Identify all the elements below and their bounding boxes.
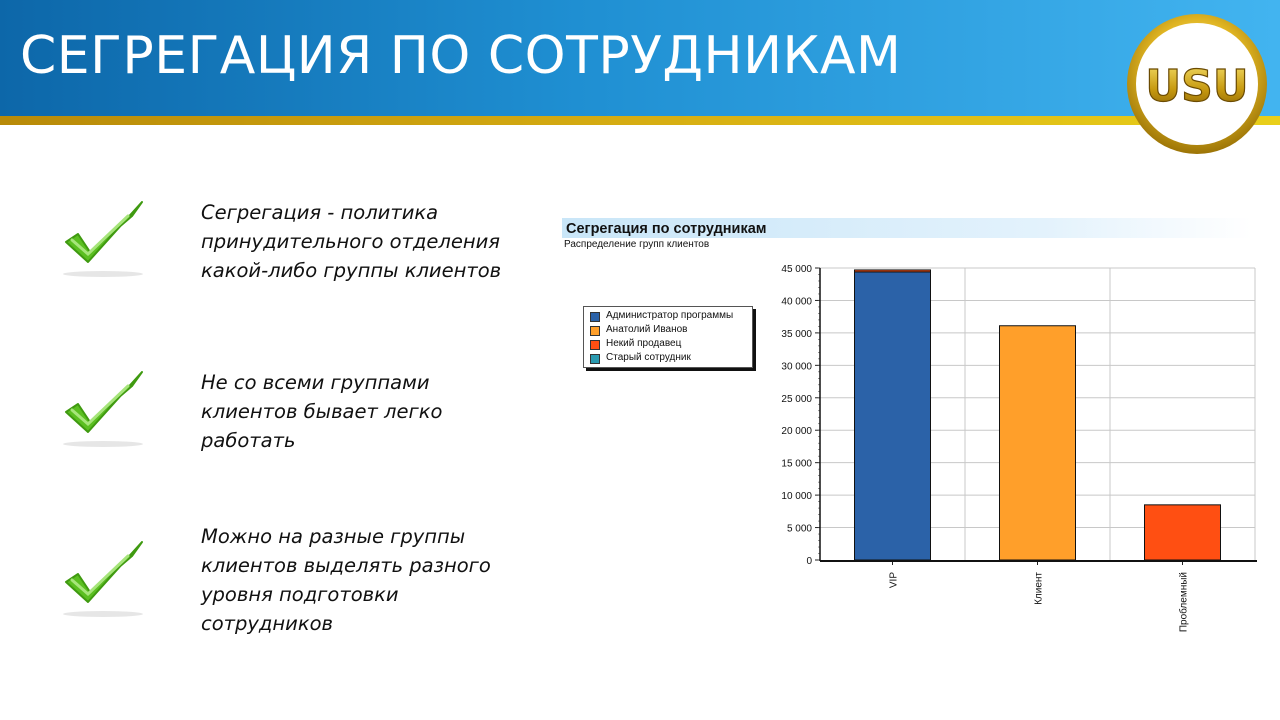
x-tick-label: Клиент — [1033, 572, 1045, 605]
checkmark-icon — [58, 368, 148, 448]
y-tick-label: 20 000 — [781, 426, 812, 438]
legend-swatch — [590, 326, 600, 336]
y-tick-label: 45 000 — [781, 264, 812, 275]
y-tick-label: 15 000 — [781, 458, 812, 470]
legend-swatch — [590, 340, 600, 350]
bullet-text: Сегрегация - политика принудительного отделения какой-либо группы клиентов — [201, 201, 502, 282]
y-tick-label: 10 000 — [781, 491, 812, 503]
bullet-text: Можно на разные группы клиентов выделять разного уровня подготовки сотрудников — [201, 525, 491, 635]
y-tick-label: 35 000 — [781, 328, 812, 340]
legend-label: Старый сотрудник — [606, 352, 691, 363]
legend-label: Анатолий Иванов — [606, 324, 688, 335]
bar — [855, 272, 931, 560]
chart-title: Сегрегация по сотрудникам — [566, 221, 767, 237]
y-tick-label: 40 000 — [781, 296, 812, 308]
logo-text: USU — [1145, 61, 1249, 112]
page-title: СЕГРЕГАЦИЯ ПО СОТРУДНИКАМ — [20, 26, 902, 86]
usu-logo — [1126, 13, 1268, 155]
y-tick-label: 25 000 — [781, 393, 812, 405]
bar — [855, 270, 931, 272]
slide-header — [0, 0, 1280, 116]
chart-title-bar — [562, 218, 1252, 238]
x-tick-label: Проблемный — [1178, 572, 1190, 633]
y-tick-label: 5 000 — [786, 523, 812, 535]
bullet-item — [58, 368, 618, 488]
y-tick-label: 30 000 — [781, 361, 812, 373]
header-stripe — [0, 116, 1280, 125]
legend-label: Некий продавец — [606, 338, 682, 349]
bar — [1000, 326, 1076, 560]
checkmark-icon — [58, 198, 148, 278]
legend-swatch — [590, 312, 600, 322]
chart-legend — [583, 306, 753, 368]
bullet-text: Не со всеми группами клиентов бывает легко работать — [201, 371, 443, 452]
bullet-item — [58, 198, 618, 318]
bar-chart-plot — [760, 260, 1270, 650]
legend-label: Администратор программы — [606, 310, 734, 321]
bullet-item — [58, 522, 618, 642]
chart-subtitle: Распределение групп клиентов — [564, 239, 710, 250]
bar — [1145, 505, 1221, 560]
legend-swatch — [590, 354, 600, 364]
x-tick-label: VIP — [888, 572, 900, 589]
checkmark-icon — [58, 538, 148, 618]
y-tick-label: 0 — [806, 556, 812, 567]
